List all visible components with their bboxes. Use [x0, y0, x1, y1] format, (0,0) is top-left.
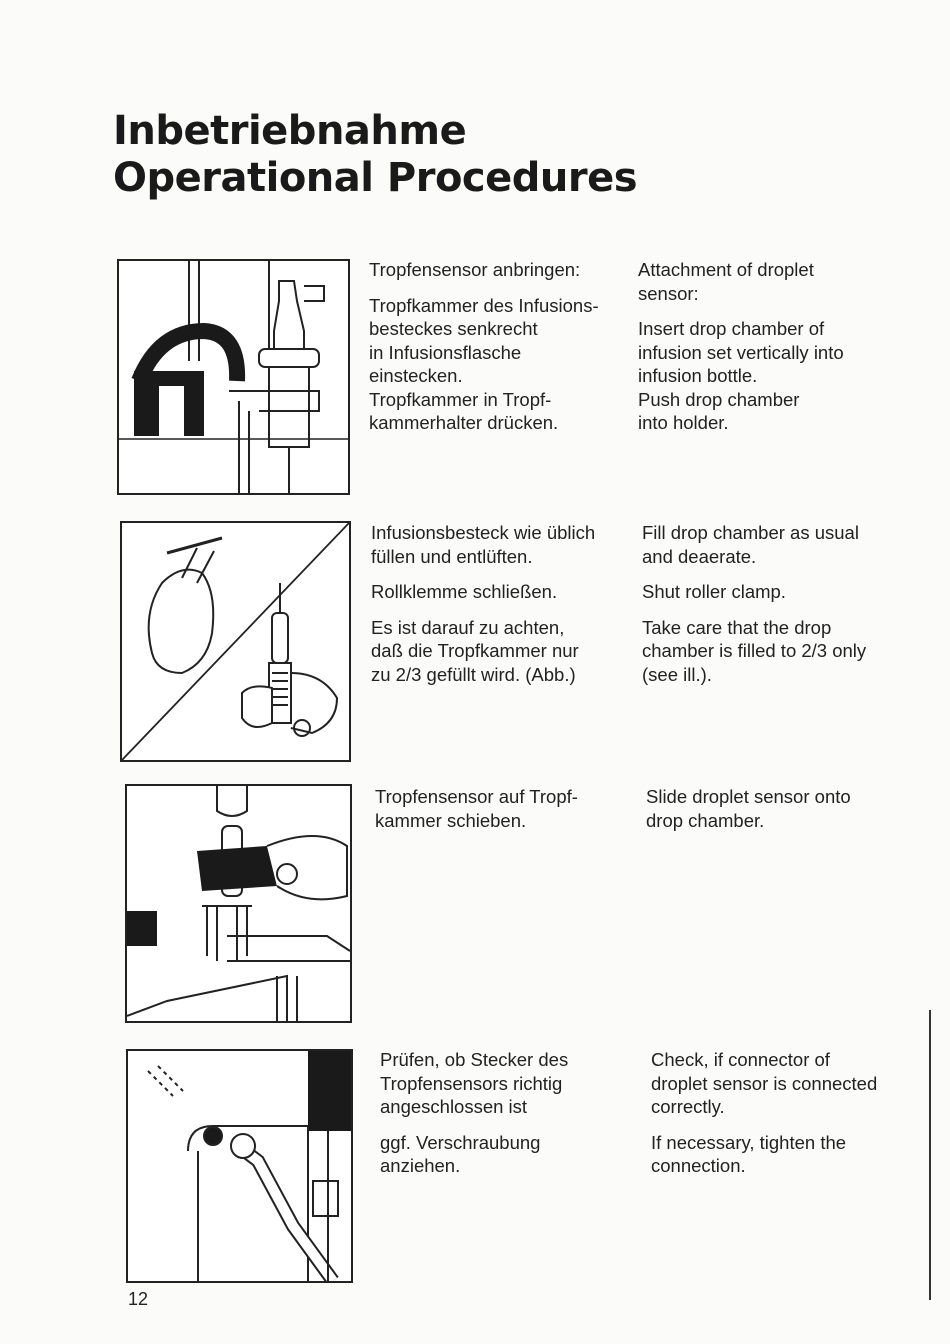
- text-paragraph: Infusionsbesteck wie üblich füllen und entlüften.: [371, 522, 596, 567]
- text-paragraph: Tropfensensor anbringen:: [369, 259, 581, 280]
- text-paragraph: Fill drop chamber as usual and deaerate.: [642, 522, 859, 567]
- step-2-text-german: [371, 521, 621, 698]
- title-english: Operational Procedures: [113, 155, 638, 201]
- page-title: [113, 108, 637, 202]
- title-german: Inbetriebnahme: [113, 108, 467, 154]
- text-paragraph: Take care that the drop chamber is filled to 2/3 only (see ill.).: [642, 616, 867, 685]
- page-number: 12: [128, 1289, 149, 1309]
- text-paragraph: Rollklemme schließen.: [371, 581, 558, 602]
- step-2-text-english: [642, 521, 902, 698]
- text-paragraph: Tropfensensor auf Tropf- kammer schieben.: [375, 786, 578, 831]
- sliding-sensor-illustration: [125, 784, 352, 1023]
- text-paragraph: Slide droplet sensor onto drop chamber.: [646, 786, 851, 831]
- step-3-text-german: [375, 785, 625, 844]
- step-1-text-english: [638, 258, 898, 447]
- text-paragraph: Insert drop chamber of infusion set vertically into infusion bottle. Push drop chamber into holder.: [638, 318, 844, 433]
- filling-drop-chamber-illustration: [120, 521, 351, 762]
- step-3-text-english: [646, 785, 906, 844]
- connector-illustration: [126, 1049, 353, 1283]
- step-4-text-english: [651, 1048, 911, 1190]
- text-paragraph: Prüfen, ob Stecker des Tropfensensors richtig angeschlossen ist: [380, 1049, 569, 1117]
- text-paragraph: Es ist darauf zu achten, daß die Tropfkammer nur zu 2/3 gefüllt wird. (Abb.): [371, 616, 579, 685]
- text-paragraph: Tropfkammer des Infusions- besteckes senkrecht in Infusionsflasche einstecken. Tropfkammer in Tropf- kammerhalter drücken.: [369, 294, 599, 433]
- text-paragraph: ggf. Verschraubung anziehen.: [380, 1131, 541, 1176]
- drop-chamber-holder-illustration: [117, 259, 350, 495]
- text-paragraph: Check, if connector of droplet sensor is connected correctly.: [651, 1049, 878, 1117]
- text-paragraph: If necessary, tighten the connection.: [651, 1131, 847, 1176]
- text-paragraph: Attachment of droplet sensor:: [638, 259, 814, 304]
- step-1-text-german: [369, 258, 619, 447]
- margin-rule: [929, 1010, 931, 1300]
- text-paragraph: Shut roller clamp.: [642, 581, 786, 602]
- step-4-text-german: [380, 1048, 630, 1190]
